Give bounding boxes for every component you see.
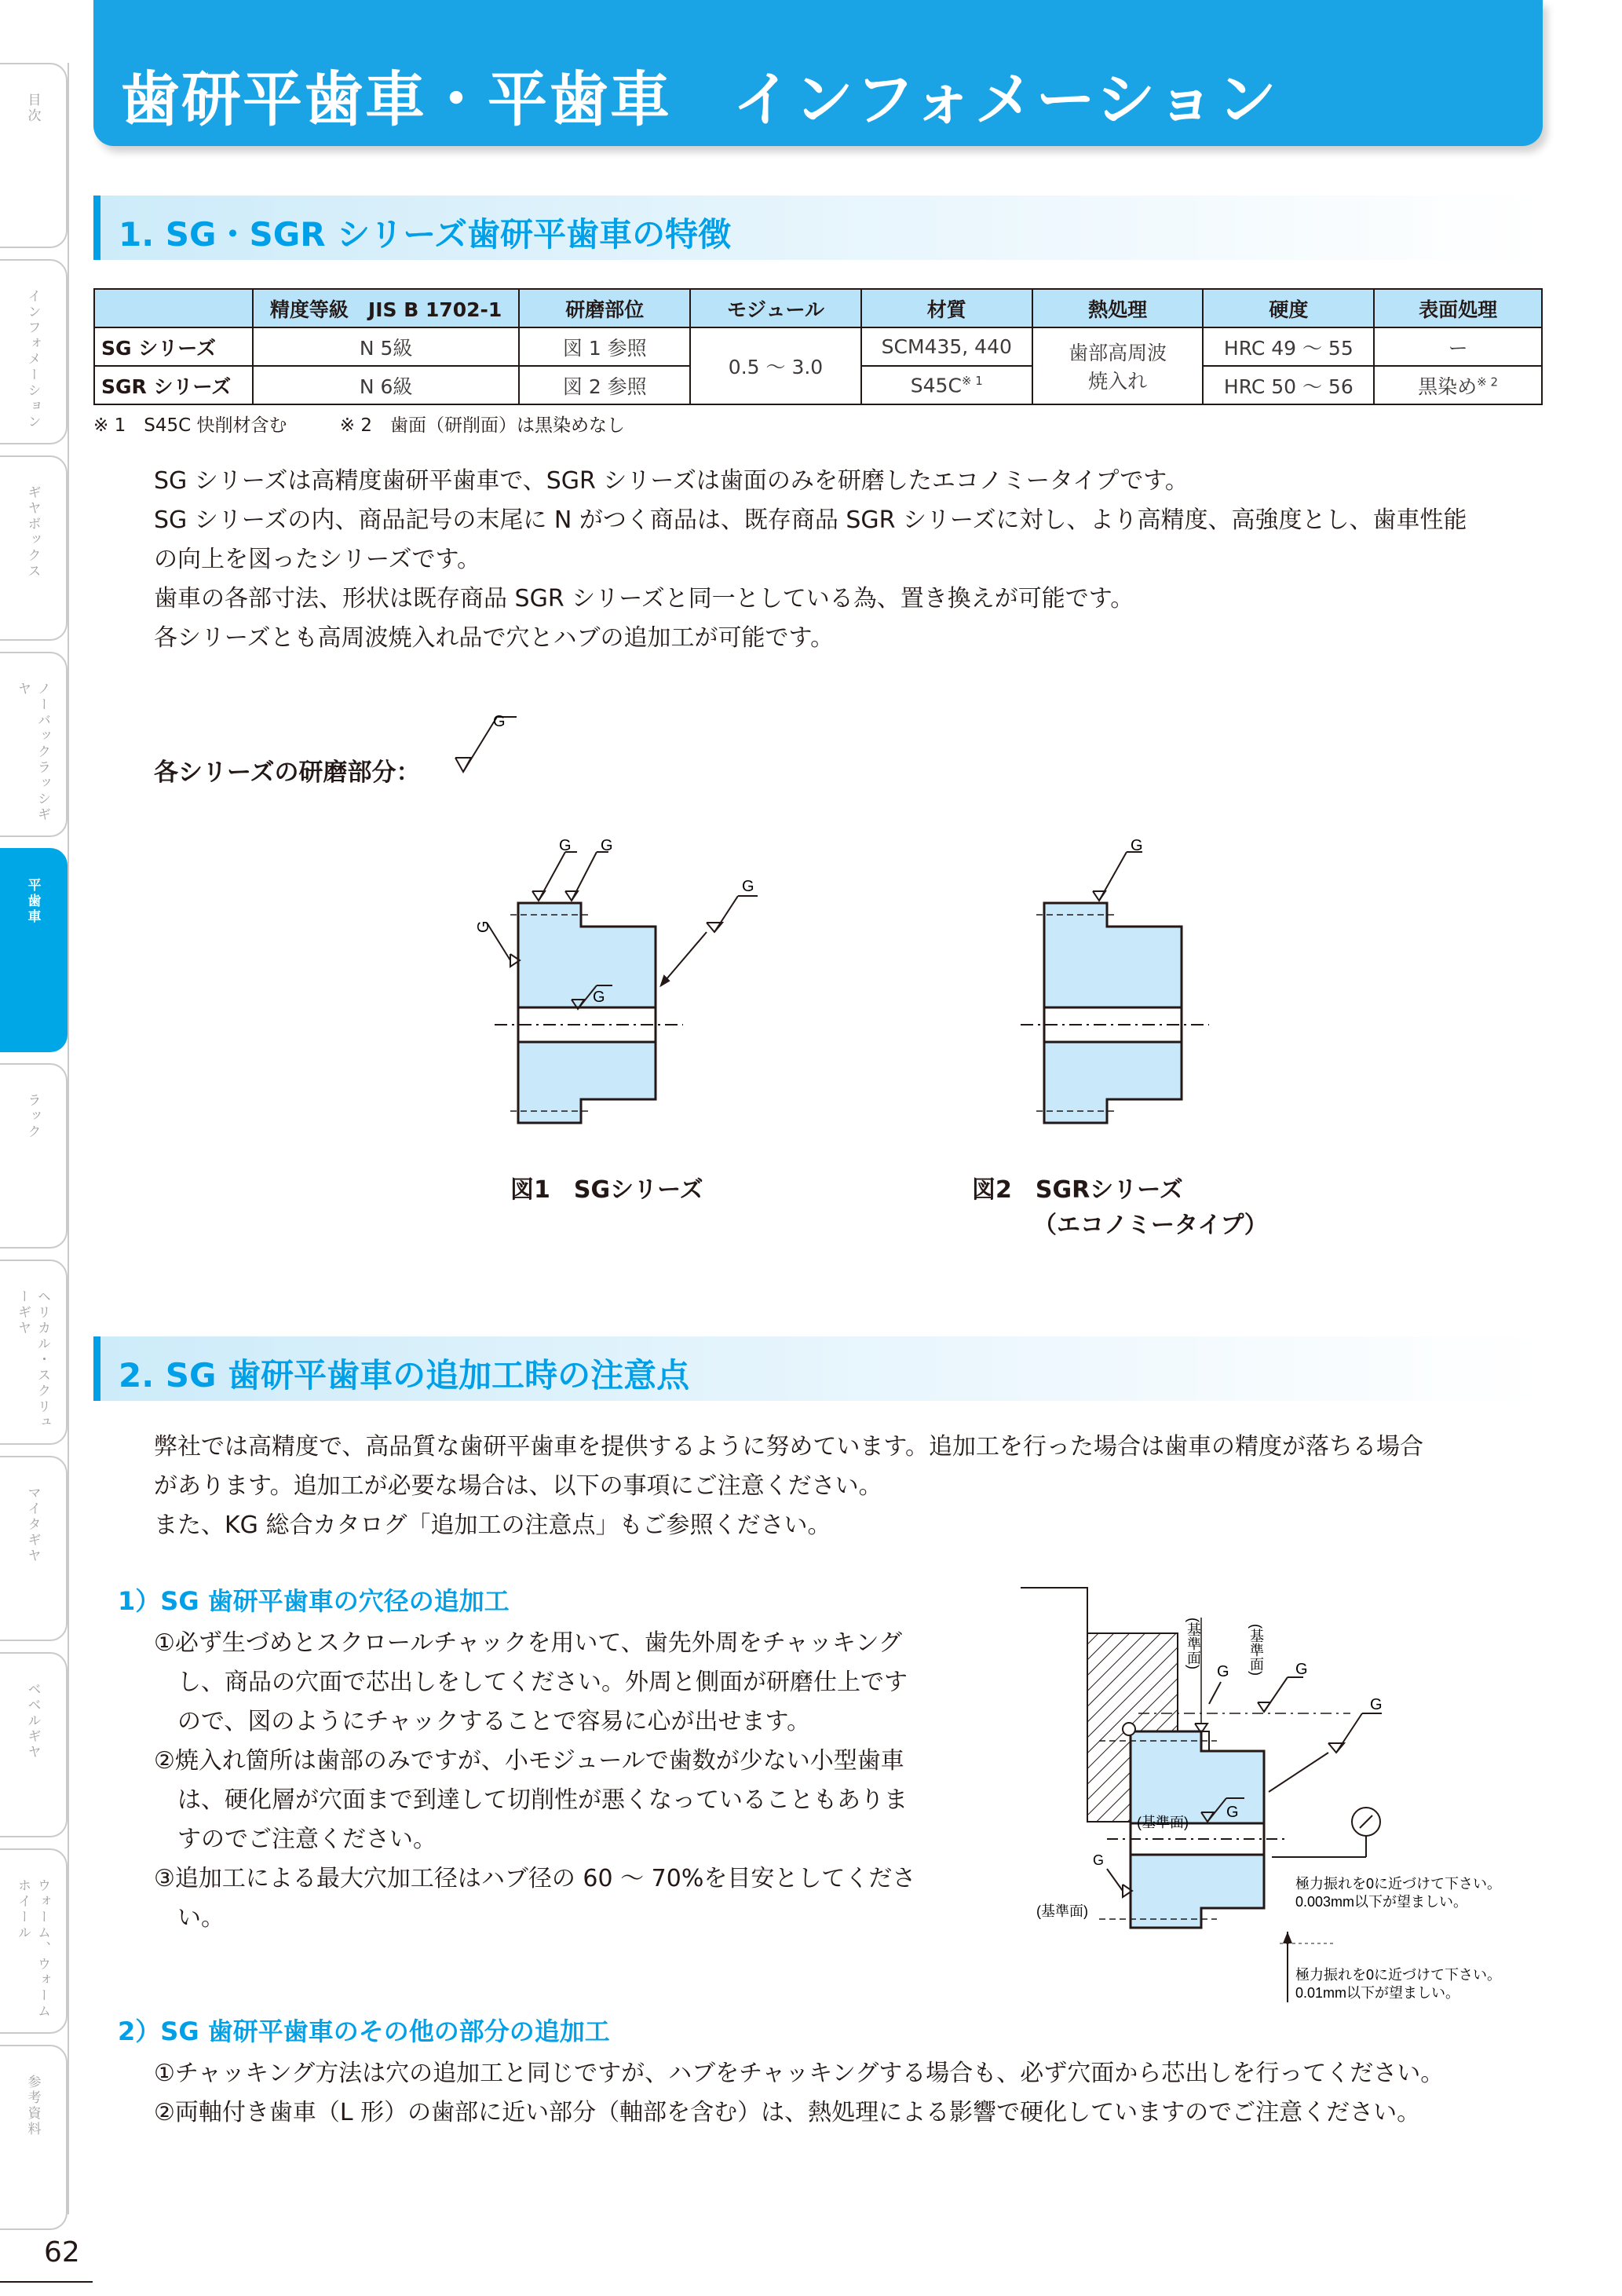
side-tab-label: 参考資料 [24, 2075, 41, 2137]
body-line: し、商品の穴面で芯出しをしてください。外周と側面が研磨仕上です [177, 1669, 908, 1696]
material-text: S45C [910, 374, 962, 397]
side-tab-label: ギヤボックス [24, 485, 41, 579]
figure1-caption: 図1 SGシリーズ [510, 1176, 703, 1204]
grind-mark-top-b [565, 852, 608, 901]
figure2-sgr-gear [997, 828, 1233, 1158]
row-name: SGR シリーズ [94, 366, 253, 404]
section1-heading [93, 196, 1543, 260]
body-line: SG シリーズは高精度歯研平歯車で、SGR シリーズは歯面のみを研磨したエコノミータイプです。 [154, 467, 1189, 495]
side-tab-label: ヘリカル・スクリューギヤ [15, 1289, 50, 1431]
body-line: 歯車の各部寸法、形状は既存商品 SGR シリーズと同一としている為、置き換えが可能です。 [154, 585, 1134, 612]
side-tab-label: 目次 [24, 93, 41, 124]
ref-face-label: (基準面) [1137, 1815, 1189, 1830]
body-line: ①必ず生づめとスクロールチャックを用いて、歯先外周をチャッキング [154, 1629, 902, 1657]
side-tab-worm[interactable] [0, 1848, 68, 2034]
grind-mark-label: G [601, 837, 613, 854]
table-footnotes [93, 411, 672, 437]
body-line: SG シリーズの内、商品記号の末尾に N がつく商品は、既存商品 SGR シリーズに対し、より高精度、高強度とし、歯車性能 [154, 506, 1467, 534]
cell-surface [1374, 366, 1542, 404]
section1-title: 1. SG・SGR シリーズ歯研平歯車の特徴 [119, 215, 732, 254]
page-number: 62 [44, 2236, 80, 2269]
spec-table [93, 288, 1543, 405]
subsection1-title: 1）SG 歯研平歯車の穴径の追加工 [118, 1586, 510, 1616]
figure2-caption-1: 図2 SGRシリーズ [972, 1176, 1183, 1204]
grinding-symbol-letter: G [493, 713, 506, 730]
grind-mark-top-a [532, 852, 577, 901]
body-line: の向上を図ったシリーズです。 [154, 546, 481, 573]
table-header-cell: 材質 [861, 289, 1032, 327]
cell-grind: 図 2 参照 [519, 366, 690, 404]
cell-precision: N 5級 [253, 327, 520, 366]
side-tab-label: 平歯車 [24, 878, 41, 925]
figure1-sg-gear [448, 828, 777, 1158]
body-line: また、KG 総合カタログ「追加工の注意点」もご参照ください。 [154, 1512, 831, 1539]
side-tab-miter[interactable] [0, 1456, 68, 1641]
body-line: 弊社では高精度で、高品質な歯研平歯車を提供するように努めています。追加工を行った場合は歯車の精度が落ちる場合 [154, 1433, 1423, 1461]
section1-body [154, 462, 1467, 658]
section2-title: 2. SG 歯研平歯車の追加工時の注意点 [119, 1356, 690, 1395]
subsection1-body [154, 1624, 915, 1938]
runout-note-2b: 0.01mm以下が望ましい。 [1295, 1985, 1460, 2001]
side-tab-label: ラック [24, 1093, 41, 1140]
side-tab-label: ウォーム、ウォームホイール [15, 1878, 50, 2020]
surface-text: 黒染め [1418, 375, 1478, 398]
side-tab-label: マイタギヤ [24, 1486, 41, 1564]
ref-face-label: (基準面) [1185, 1618, 1201, 1669]
footnote-1: ※ 1 S45C 快削材含む [93, 415, 287, 436]
grind-mark-label: G [1370, 1696, 1383, 1713]
cell-hardness: HRC 50 ～ 56 [1203, 366, 1374, 404]
chucking-diagram [1021, 1586, 1562, 2010]
cell-precision: N 6級 [253, 366, 520, 404]
ref-face-label: (基準面) [1036, 1903, 1088, 1919]
grind-mark-label: G [1295, 1661, 1308, 1678]
body-line: い。 [177, 1904, 225, 1932]
table-header-cell: 精度等級 JIS B 1702-1 [253, 289, 520, 327]
grind-mark-label: G [475, 920, 492, 933]
side-tab-bevel[interactable] [0, 1652, 68, 1837]
table-header-cell: 硬度 [1203, 289, 1374, 327]
grind-mark-tooth [1093, 852, 1142, 901]
cell-grind: 図 1 参照 [519, 327, 690, 366]
table-header-cell: 表面処理 [1374, 289, 1542, 327]
grind-mark-side [661, 896, 758, 985]
body-line: ので、図のようにチャックすることで容易に心が出せます。 [177, 1708, 811, 1735]
page-title: 歯研平歯車・平歯車 インフォメーション [120, 64, 1279, 134]
grind-mark-label: G [1093, 1852, 1105, 1868]
side-tab-toc[interactable] [0, 63, 68, 248]
grind-mark-left [1107, 1869, 1132, 1897]
table-header-cell [94, 289, 253, 327]
grind-mark-label: G [742, 878, 754, 895]
body-line: すのでご注意ください。 [177, 1826, 437, 1853]
page-number-rule [0, 2281, 93, 2283]
body-line: があります。追加工が必要な場合は、以下の事項にご注意ください。 [154, 1472, 882, 1500]
cell-heat-treatment [1032, 327, 1204, 404]
cell-material [861, 366, 1032, 404]
heat-line-1: 歯部高周波 [1069, 342, 1167, 364]
heat-line-2: 焼入れ [1088, 370, 1148, 393]
subsection2-title: 2）SG 歯研平歯車のその他の部分の追加工 [118, 2016, 610, 2046]
row-name: SG シリーズ [94, 327, 253, 366]
runout-note-1a: 極力振れを0に近づけて下さい。 [1295, 1876, 1502, 1892]
grind-mark-label: G [1226, 1804, 1239, 1821]
side-tab-helical[interactable] [0, 1260, 68, 1445]
cell-hardness: HRC 49 ～ 55 [1203, 327, 1374, 366]
grind-mark-label: G [593, 989, 605, 1006]
side-tab-gearbox[interactable] [0, 455, 68, 641]
figure2-caption-2: （エコノミータイプ） [1033, 1212, 1268, 1239]
runout-note-1b: 0.003mm以下が望ましい。 [1295, 1894, 1468, 1910]
ref-face-label: (基準面) [1248, 1624, 1264, 1676]
footnote-2: ※ 2 歯面（研削面）は黒染めなし [339, 415, 625, 436]
side-tab-information[interactable] [0, 259, 68, 444]
side-tab-no-backlash[interactable] [0, 652, 68, 837]
side-tab-label: ノーバックラッシギヤ [15, 682, 50, 823]
side-tab-rack[interactable] [0, 1063, 68, 1249]
material-note: ※ 1 [961, 373, 983, 388]
body-line: ①チャッキング方法は穴の追加工と同じですが、ハブをチャッキングする場合も、必ず穴面から芯出しを行ってください。 [154, 2060, 1445, 2087]
grind-parts-label: 各シリーズの研磨部分： [154, 759, 421, 787]
grinding-symbol-icon [454, 711, 517, 781]
side-tab-rail [68, 63, 69, 2214]
surface-note: ※ 2 [1477, 375, 1499, 389]
table-header-cell: モジュール [690, 289, 861, 327]
body-line: ②両軸付き歯車（L 形）の歯部に近い部分（軸部を含む）は、熱処理による影響で硬化していますのでご注意ください。 [154, 2099, 1421, 2126]
grind-mark-label: G [1217, 1663, 1229, 1680]
section2-heading [93, 1336, 1543, 1401]
table-row [94, 327, 1542, 366]
side-tab-label: インフォメーション [24, 289, 41, 430]
side-tab-reference[interactable] [0, 2045, 68, 2230]
grind-mark [1269, 1713, 1382, 1792]
runout-note-2a: 極力振れを0に近づけて下さい。 [1295, 1967, 1502, 1983]
grind-mark [1195, 1682, 1221, 1733]
cell-material: SCM435, 440 [861, 327, 1032, 366]
cell-surface: ー [1374, 327, 1542, 366]
grind-mark-label: G [1131, 837, 1143, 854]
cell-module: 0.5 ～ 3.0 [690, 327, 861, 404]
subsection2-body [154, 2054, 1444, 2133]
body-line: は、硬化層が穴面まで到達して切削性が悪くなっていることもありま [177, 1786, 908, 1814]
side-tab-spur-gear[interactable] [0, 848, 68, 1052]
body-line: ②焼入れ箇所は歯部のみですが、小モジュールで歯数が少ない小型歯車 [154, 1747, 904, 1775]
body-line: ③追加工による最大穴加工径はハブ径の 60 ～ 70%を目安としてくださ [154, 1865, 916, 1892]
body-line: 各シリーズとも高周波焼入れ品で穴とハブの追加工が可能です。 [154, 624, 835, 652]
table-header-cell: 研磨部位 [519, 289, 690, 327]
grind-mark-label: G [559, 837, 572, 854]
reference-ball [1123, 1723, 1135, 1735]
table-header-cell: 熱処理 [1032, 289, 1204, 327]
section2-intro [154, 1428, 1423, 1545]
side-tab-label: ベベルギヤ [24, 1682, 41, 1760]
table-header-row [94, 289, 1542, 327]
grind-mark [1258, 1677, 1303, 1712]
page-header [93, 0, 1543, 146]
